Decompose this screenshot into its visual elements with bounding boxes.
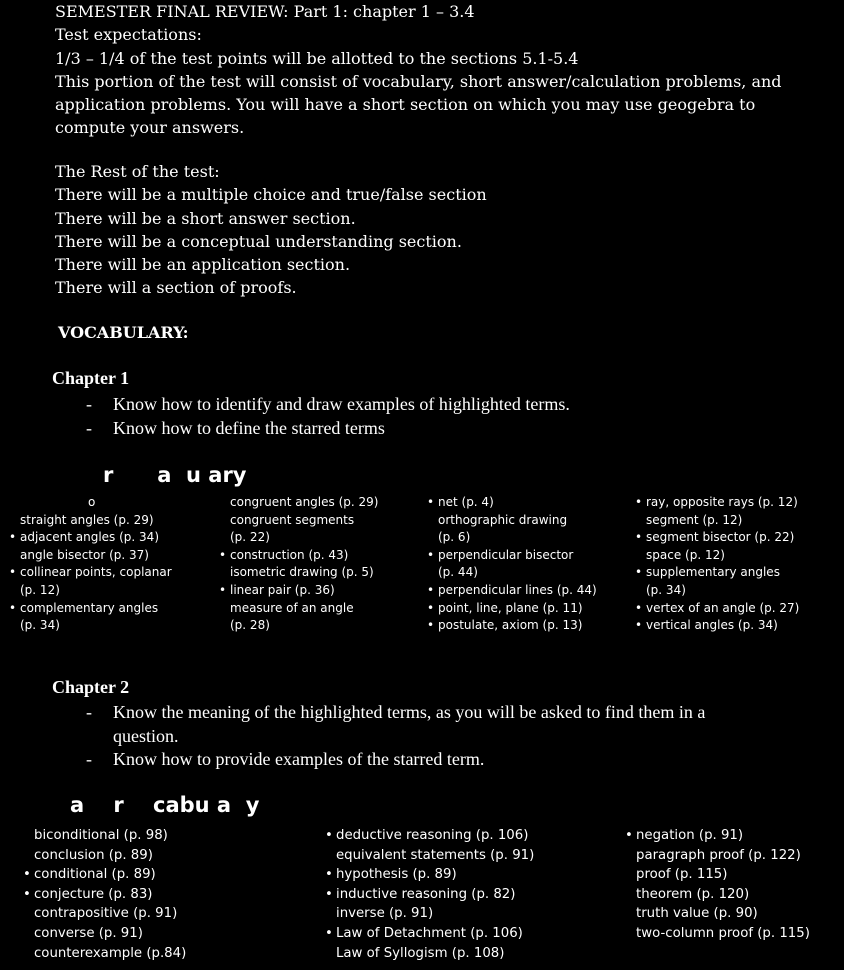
vocab-term: (p. 12): [20, 582, 60, 597]
starred-term: • point, line, plane (p. 11): [426, 600, 597, 618]
vocab-term: inverse (p. 91): [336, 906, 434, 922]
vocab-term: congruent angles (p. 29): [230, 495, 379, 509]
vocab-term: biconditional (p. 98): [34, 828, 168, 843]
instruction: - Know the meaning of the highlighted terms, as you will be asked to find them in a: [86, 701, 705, 725]
starred-term: • postulate, axiom (p. 13): [426, 617, 597, 635]
vocab-column: [324, 826, 534, 963]
chapter1-instructions: [86, 393, 570, 440]
vocab-term: (p. 34): [20, 618, 60, 633]
vocab-term: counterexample (p.84): [34, 945, 187, 961]
document-title: SEMESTER FINAL REVIEW: Part 1: chapter 1 – 3.4: [55, 2, 475, 21]
vocabulary-heading: VOCABULARY:: [58, 323, 189, 342]
vocab-term: (p. 44): [438, 565, 478, 580]
vocab-term: o: [88, 495, 96, 509]
vocab-column: [22, 826, 186, 963]
vocab-term: (p. 6): [438, 530, 471, 545]
header-line: compute your answers.: [55, 118, 245, 138]
vocab-term: angle bisector (p. 37): [20, 547, 149, 562]
chapter1-title: Chapter 1: [52, 368, 130, 388]
chapter2-title: Chapter 2: [52, 677, 130, 697]
starred-term: • hypothesis (p. 89): [324, 865, 534, 885]
starred-term: • conditional (p. 89): [22, 865, 186, 885]
vocab-term: isometric drawing (p. 5): [230, 565, 374, 580]
chapter1-vocab-heading: r a u ary: [103, 463, 247, 487]
chapter2-vocab-heading: a r cabu a y: [70, 793, 260, 817]
starred-term: • vertex of an angle (p. 27): [634, 600, 799, 618]
header-line: Test expectations:: [55, 25, 202, 45]
vocab-term: proof (p. 115): [636, 867, 728, 883]
instruction: - Know how to define the starred terms: [86, 417, 570, 441]
rest-line: There will a section of proofs.: [55, 278, 297, 298]
header-line: 1/3 – 1/4 of the test points will be allotted to the sections 5.1-5.4: [55, 48, 579, 68]
vocab-term: Law of Syllogism (p. 108): [336, 945, 505, 961]
vocab-term: segment (p. 12): [646, 512, 743, 527]
starred-term: • vertical angles (p. 34): [634, 617, 799, 635]
starred-term: • supplementary angles: [634, 564, 799, 582]
header-line: This portion of the test will consist of vocabulary, short answer/calculation problems, and: [55, 71, 782, 91]
starred-term: • inductive reasoning (p. 82): [324, 885, 534, 905]
starred-term: • perpendicular lines (p. 44): [426, 582, 597, 600]
chapter2-instructions: [86, 701, 705, 772]
header-block: [55, 0, 782, 140]
vocab-term: paragraph proof (p. 122): [636, 847, 801, 863]
rest-line: There will be a multiple choice and true/false section: [55, 185, 487, 205]
vocab-column: [8, 494, 172, 635]
rest-line: There will be a conceptual understanding section.: [55, 231, 462, 251]
vocab-term: orthographic drawing: [438, 512, 568, 527]
vocab-term: (p. 28): [230, 618, 270, 633]
starred-term: • conjecture (p. 83): [22, 885, 186, 905]
rest-line: There will be an application section.: [55, 255, 351, 275]
vocab-column: [634, 494, 799, 635]
starred-term: • linear pair (p. 36): [218, 582, 378, 600]
instruction: - Know how to provide examples of the starred term.: [86, 748, 705, 772]
starred-term: • collinear points, coplanar: [8, 564, 172, 582]
header-line: application problems. You will have a short section on which you may use geogebra to: [55, 95, 756, 115]
vocab-term: converse (p. 91): [34, 925, 143, 941]
starred-term: • Law of Detachment (p. 106): [324, 924, 534, 944]
vocab-term: (p. 34): [646, 582, 686, 597]
vocab-term: conclusion (p. 89): [34, 847, 153, 863]
vocab-term: (p. 22): [230, 530, 270, 545]
starred-term: • complementary angles: [8, 600, 172, 618]
vocab-term: truth value (p. 90): [636, 906, 758, 922]
starred-term: • adjacent angles (p. 34): [8, 529, 172, 547]
vocab-term: straight angles (p. 29): [20, 512, 154, 527]
vocab-term: contrapositive (p. 91): [34, 906, 178, 922]
starred-term: • negation (p. 91): [624, 826, 810, 846]
vocab-term: equivalent statements (p. 91): [336, 847, 535, 863]
vocab-term: measure of an angle: [230, 600, 354, 615]
rest-line: The Rest of the test:: [55, 162, 220, 181]
vocab-term: theorem (p. 120): [636, 886, 750, 902]
vocab-term: two-column proof (p. 115): [636, 925, 810, 941]
starred-term: • segment bisector (p. 22): [634, 529, 799, 547]
vocab-column: [426, 494, 597, 635]
starred-term: • ray, opposite rays (p. 12): [634, 494, 799, 512]
rest-block: [55, 160, 487, 300]
vocab-column: [218, 494, 378, 635]
vocab-term: congruent segments: [230, 512, 355, 527]
starred-term: • construction (p. 43): [218, 547, 378, 565]
starred-term: • perpendicular bisector: [426, 547, 597, 565]
vocab-term: space (p. 12): [646, 547, 725, 562]
starred-term: • net (p. 4): [426, 494, 597, 512]
instruction-continuation: question.: [113, 725, 179, 746]
instruction: - Know how to identify and draw examples of highlighted terms.: [86, 393, 570, 417]
vocab-column: [624, 826, 810, 944]
starred-term: • deductive reasoning (p. 106): [324, 826, 534, 846]
rest-line: There will be a short answer section.: [55, 208, 356, 228]
